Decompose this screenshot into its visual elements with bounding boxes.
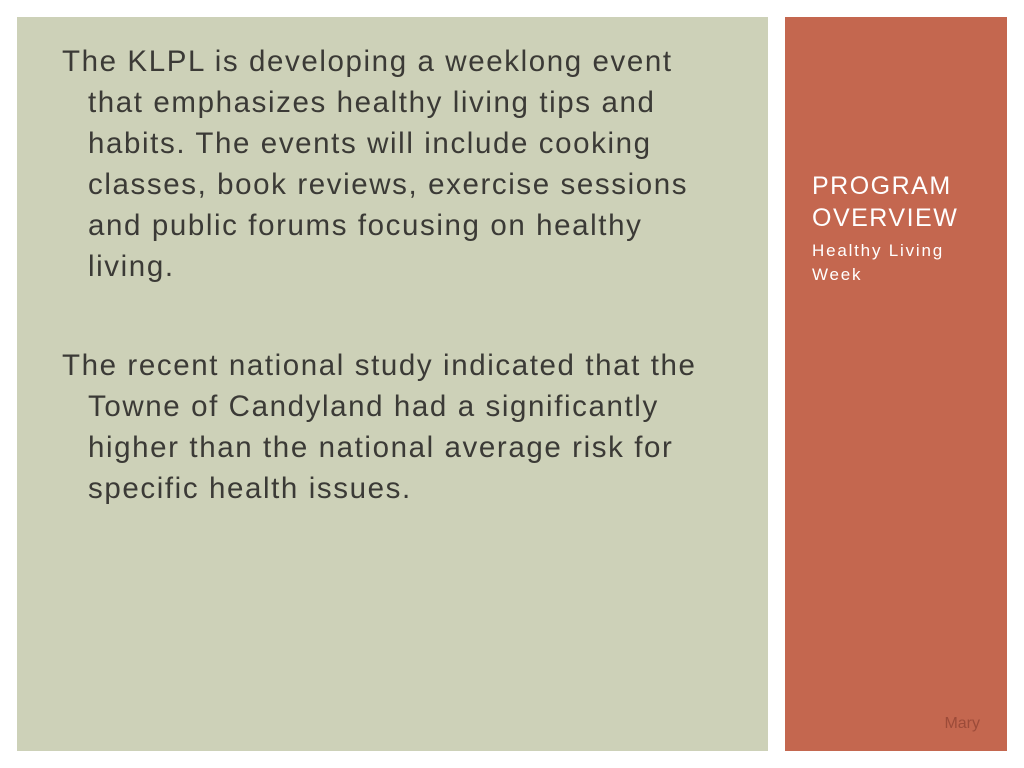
slide-title: PROGRAM OVERVIEW bbox=[812, 172, 959, 232]
title-panel bbox=[785, 17, 1007, 751]
content-panel bbox=[17, 17, 768, 751]
body-text bbox=[62, 41, 702, 567]
author-label: Mary bbox=[944, 715, 980, 732]
body-paragraph-program: The KLPL is developing a weeklong event that emphasizes healthy living tips and habits. The events will include cooking classes, book reviews, exercise sessions and public forums focusing on healthy living. bbox=[62, 45, 689, 283]
body-paragraph-study: The recent national study indicated that the Towne of Candyland had a significantly higher than the national average risk for specific health issues. bbox=[62, 349, 697, 505]
slide-subtitle: Healthy Living Week bbox=[812, 241, 944, 284]
